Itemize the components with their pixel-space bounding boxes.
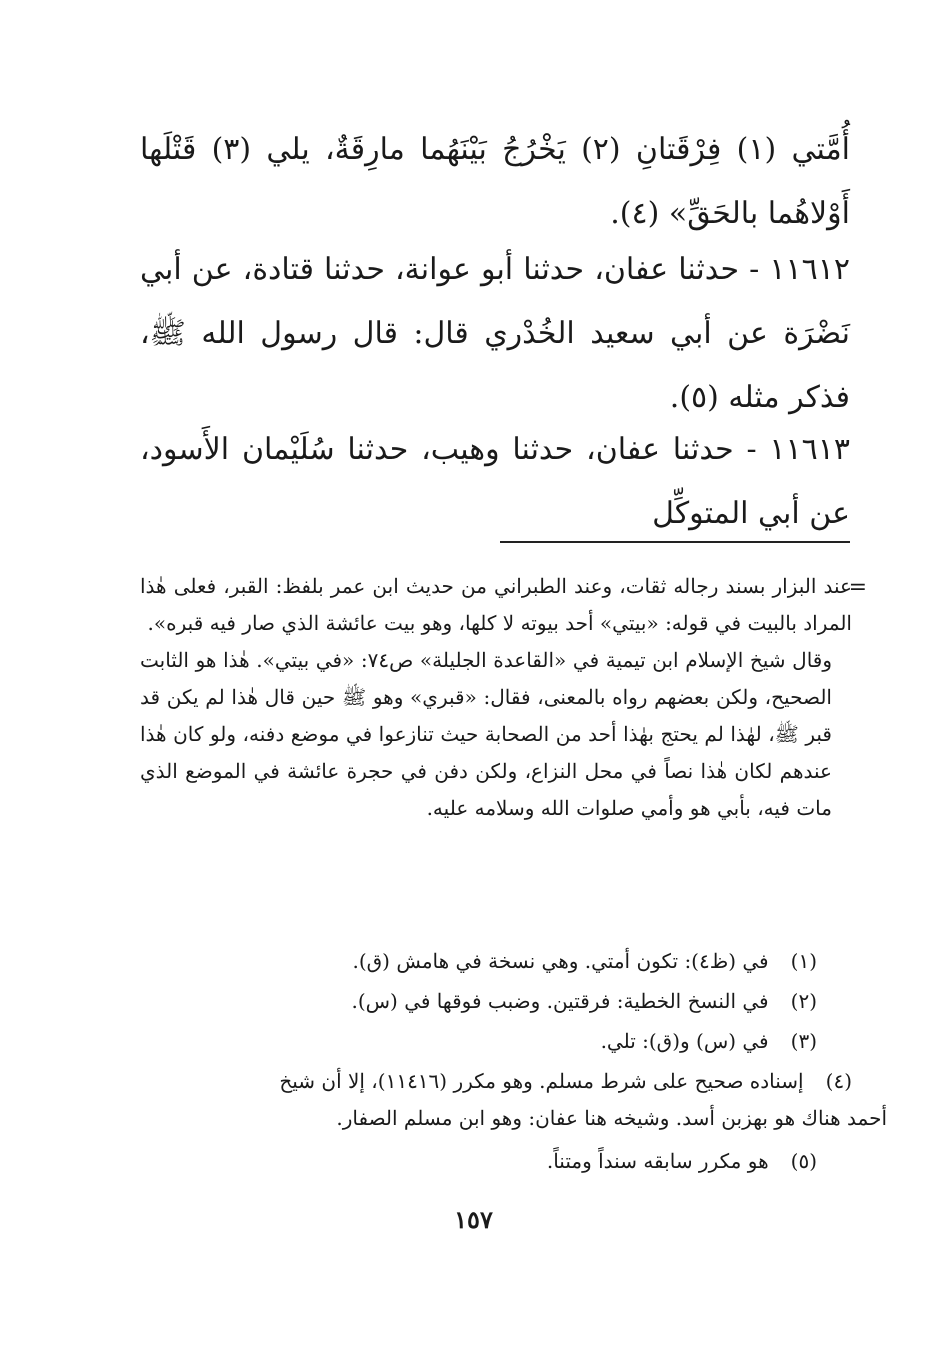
continuation-mark: = (848, 575, 867, 600)
footnote-text-line2: أحمد هناك هو بهزبن أسد. وشيخه هنا عفان: وهو ابن مسلم الصفار. (336, 1106, 887, 1130)
footnote-carryover-p2: وقال شيخ الإسلام ابن تيمية في «القاعدة الجليلة» ص٧٤: «في بيتي». هٰذا هو الثابت الصحيح، ولكن بعضهم رواه بالمعنى، فقال: «قبري» وهو ﷺ حين قال هٰذا لم يكن قد قبر ﷺ، لهٰذا لم يحتج بهٰذا أحد من الصحابة حيث تنازعوا في موضع دفنه، ولو كان هٰذا عندهم لكان هٰذا نصاً في محل النزاع، ولكن دفن في حجرة عائشة في الموضع الذي مات فيه، بأبي هو وأمي صلوات الله وسلامه عليه. (140, 648, 833, 820)
footnote-text: هو مكرر سابقه سنداً ومتناً. (546, 1149, 769, 1173)
footnote-text: في (ظ٤): تكون أمتي. وهي نسخة في هامش (ق). (352, 949, 769, 973)
footnote-carryover-p1: عند البزار بسند رجاله ثقات، وعند الطبراني من حديث ابن عمر بلفظ: القبر، فعلى هٰذا المراد بالبيت في قوله: «بيتي» أحد بيوته لا كلها، وهو بيت عائشة الذي صار فيه قبره». (140, 574, 852, 635)
footnote-number: (٢) (790, 989, 817, 1013)
footnote-1 (353, 943, 818, 980)
hadith-text-continuation: أُمَّتي (١) فِرْقَتانِ (٢) يَخْرُجُ بَيْنَهُما مارِقَةٌ، يلي (٣) قَتْلَها أَوْلاهُما بالحَقِّ» (٤). (140, 132, 850, 231)
footnote-3 (601, 1023, 817, 1060)
footnote-2 (351, 983, 817, 1020)
footnote-text: في النسخ الخطية: فرقتين. وضبب فوقها في (س). (351, 989, 769, 1013)
footnote-number: (٤) (825, 1069, 852, 1093)
footnote-text: في (س) و(ق): تلي. (600, 1029, 769, 1053)
footnote-separator (500, 541, 850, 543)
footnote-number: (١) (790, 949, 817, 973)
footnote-5 (547, 1143, 817, 1180)
footnote-number: (٥) (790, 1149, 817, 1173)
footnote-number: (٣) (790, 1029, 817, 1053)
footnote-text: إسناده صحيح على شرط مسلم. وهو مكرر (١١٤١٦)، إلا أن شيخ (279, 1069, 804, 1093)
footnote-4 (140, 1063, 887, 1137)
page-number: ١٥٧ (454, 1205, 493, 1234)
hadith-11612: ١١٦١٢ - حدثنا عفان، حدثنا أبو عوانة، حدثنا قتادة، عن أبي نَضْرَة عن أبي سعيد الخُدْري قال: قال رسول الله ﷺ، فذكر مثله (٥). (140, 252, 850, 415)
hadith-11613: ١١٦١٣ - حدثنا عفان، حدثنا وهيب، حدثنا سُلَيْمان الأَسود، عن أبي المتوكِّل (140, 432, 850, 531)
footnote-carryover (140, 568, 852, 827)
